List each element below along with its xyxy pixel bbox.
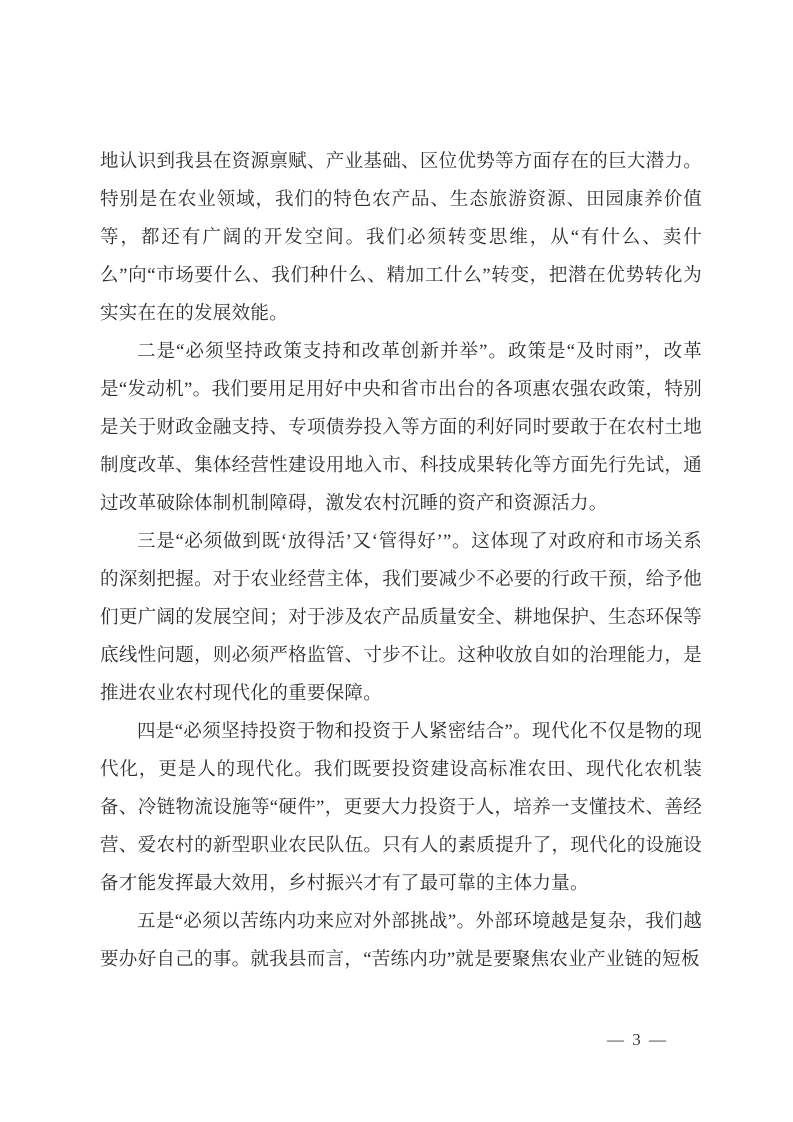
paragraph-point-three: 三是“必须做到既‘放得活’又‘管得好’”。这体现了对政府和市场关系的深刻把握。对于农业经营主体，我们要减少不必要的行政干预，给予他们更广阔的发展空间；对于涉及农产品质量安全、耕地保护、生态环保等底线性问题，则必须严格监管、寸步不让。这种收放自如的治理能力，是推进农业农村现代化的重要保障。 — [100, 532, 702, 704]
paragraph-continuation: 地认识到我县在资源禀赋、产业基础、区位优势等方面存在的巨大潜力。特别是在农业领域，我们的特色农产品、生态旅游资源、田园康养价值等，都还有广阔的开发空间。我们必须转变思维，从“有什么、卖什么”向“市场要什么、我们种什么、精加工什么”转变，把潜在优势转化为实实在在的发展效能。 — [100, 152, 702, 324]
paragraph-point-five: 五是“必须以苦练内功来应对外部挑战”。外部环境越是复杂，我们越要办好自己的事。就我县而言，“苦练内功”就是要聚焦农业产业链的短板 — [100, 912, 702, 970]
document-body — [100, 143, 702, 979]
page-number: — 3 — — [607, 1030, 668, 1049]
paragraph-point-four: 四是“必须坚持投资于物和投资于人紧密结合”。现代化不仅是物的现代化，更是人的现代化。我们既要投资建设高标准农田、现代化农机装备、冷链物流设施等“硬件”，更要大力投资于人，培养一支懂技术、善经营、爱农村的新型职业农民队伍。只有人的素质提升了，现代化的设施设备才能发挥最大效用，乡村振兴才有了最可靠的主体力量。 — [100, 722, 702, 894]
paragraph-point-two: 二是“必须坚持政策支持和改革创新并举”。政策是“及时雨”，改革是“发动机”。我们要用足用好中央和省市出台的各项惠农强农政策，特别是关于财政金融支持、专项债券投入等方面的利好同时要敢于在农村土地制度改革、集体经营性建设用地入市、科技成果转化等方面先行先试，通过改革破除体制机制障碍，激发农村沉睡的资产和资源活力。 — [100, 342, 702, 514]
